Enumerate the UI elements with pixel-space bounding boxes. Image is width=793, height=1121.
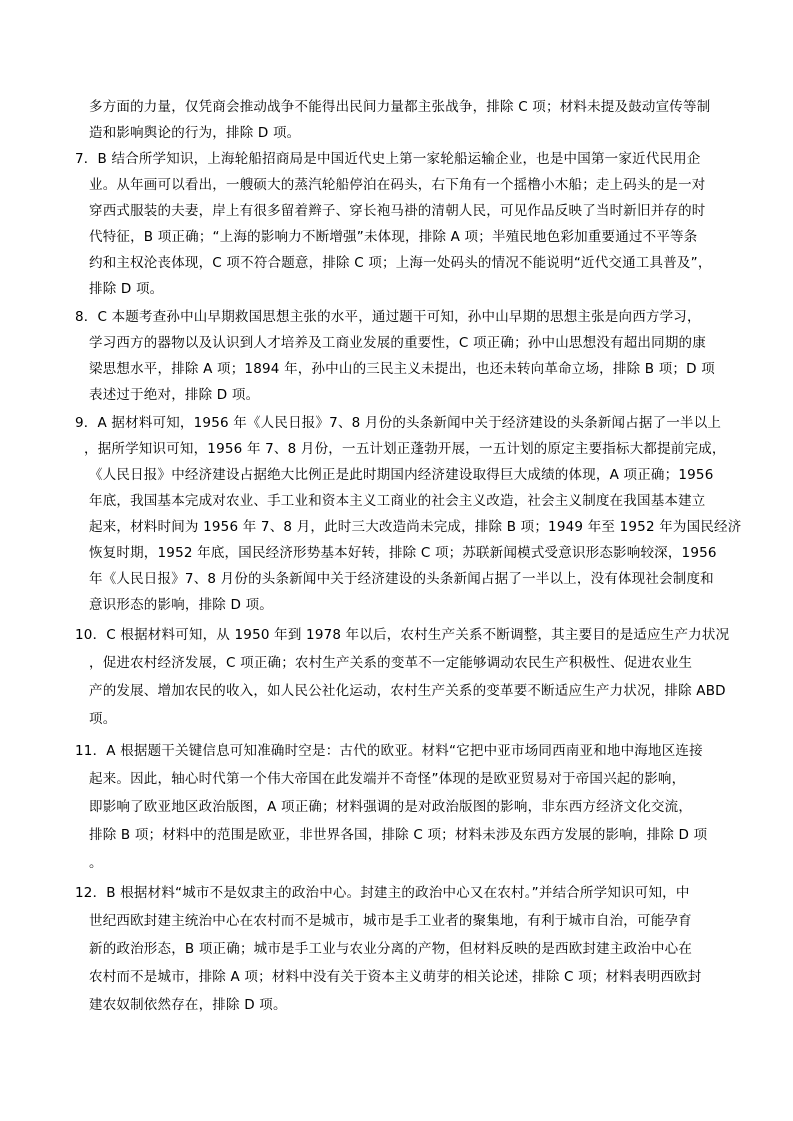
- text-line: ，促进农村经济发展，C 项正确；农村生产关系的变革不一定能够调动农民生产积极性、促进农业生: [89, 655, 693, 671]
- text-line: ，据所学知识可知，1956 年 7、8 月份，一五计划正蓬勃开展，一五计划的原定主要指标大都提前完成，: [84, 441, 726, 457]
- text-line: 世纪西欧封建主统治中心在农村而不是城市，城市是手工业者的聚集地，有利于城市自治，可能孕育: [89, 913, 692, 929]
- text-line: 学习西方的器物以及认识到人才培养及工商业发展的重要性，C 项正确；孙中山思想没有超出同期的康: [89, 335, 706, 351]
- text-line: 农村而不是城市，排除 A 项；材料中没有关于资本主义萌芽的相关论述，排除 C 项；材料表明西欧封: [89, 969, 702, 985]
- text-line: 约和主权沦丧体现，C 项不符合题意，排除 C 项；上海一处码头的情况不能说明“近代交通工具普及”，: [89, 255, 712, 271]
- text-line: 产的发展、增加农民的收入，如人民公社化运动，农村生产关系的变革要不断适应生产力状况，排除 ABD: [89, 683, 726, 699]
- answer-8-line: 8．C 本题考查孙中山早期救国思想主张的水平，通过题干可知，孙中山早期的思想主张是向西方学习，: [75, 309, 701, 325]
- text-line: 年底，我国基本完成对农业、手工业和资本主义工商业的社会主义改造，社会主义制度在我国基本建立: [89, 493, 706, 509]
- answer-10-line: 10．C 根据材料可知，从 1950 年到 1978 年以后，农村生产关系不断调整，其主要目的是适应生产力状况: [75, 627, 730, 643]
- answer-11-line: 11．A 根据题干关键信息可知准确时空是：古代的欧亚。材料“它把中亚市场同西南亚和地中海地区连接: [75, 743, 703, 759]
- text-line: 《人民日报》中经济建设占据绝大比例正是此时期国内经济建设取得巨大成绩的体现，A 项正确；1956: [89, 467, 714, 483]
- answer-9-line: 9．A 据材料可知，1956 年《人民日报》7、8 月份的头条新闻中关于经济建设的头条新闻占据了一半以上: [75, 415, 722, 431]
- text-line: 起来。因此，轴心时代第一个伟大帝国在此发端并不奇怪”体现的是欧亚贸易对于帝国兴起的影响，: [89, 771, 686, 787]
- text-line: 排除 D 项。: [89, 281, 164, 297]
- text-line: 即影响了欧亚地区政治版图，A 项正确；材料强调的是对政治版图的影响，非东西方经济文化交流，: [89, 799, 693, 815]
- text-line: 建农奴制依然存在，排除 D 项。: [89, 997, 287, 1013]
- text-line: 意识形态的影响，排除 D 项。: [89, 597, 273, 613]
- text-line: 造和影响舆论的行为，排除 D 项。: [89, 125, 301, 141]
- text-line: 多方面的力量，仅凭商会推动战争不能得出民间力量都主张战争，排除 C 项；材料未提及鼓动宣传等制: [89, 99, 711, 115]
- text-line: 。: [89, 855, 103, 871]
- answer-7-line: 7．B 结合所学知识，上海轮船招商局是中国近代史上第一家轮船运输企业，也是中国第一家近代民用企: [75, 151, 701, 167]
- text-line: 恢复时期，1952 年底，国民经济形势基本好转，排除 C 项；苏联新闻模式受意识形态影响较深，1956: [89, 545, 717, 561]
- text-line: 年《人民日报》7、8 月份的头条新闻中关于经济建设的头条新闻占据了一半以上，没有体现社会制度和: [89, 571, 714, 587]
- text-line: 业。从年画可以看出，一艘硕大的蒸汽轮船停泊在码头，右下角有一个摇橹小木船；走上码头的是一对: [89, 177, 706, 193]
- text-line: 代特征，B 项正确；“上海的影响力不断增强”未体现，排除 A 项；半殖民地色彩加重要通过不平等条: [89, 229, 698, 245]
- answer-12-line: 12．B 根据材料“城市不是奴隶主的政治中心。封建主的政治中心又在农村。”并结合所学知识可知，中: [75, 885, 690, 901]
- text-line: 新的政治形态，B 项正确；城市是手工业与农业分离的产物，但材料反映的是西欧封建主政治中心在: [89, 941, 693, 957]
- text-line: 起来，材料时间为 1956 年 7、8 月，此时三大改造尚未完成，排除 B 项；1949 年至 1952 年为国民经济: [89, 519, 742, 535]
- text-line: 排除 B 项；材料中的范围是欧亚，非世界各国，排除 C 项；材料未涉及东西方发展的影响，排除 D 项: [89, 827, 708, 843]
- text-line: 穿西式服装的夫妻，岸上有很多留着辫子、穿长袍马褂的清朝人民，可见作品反映了当时新旧并存的时: [89, 203, 706, 219]
- text-line: 表述过于绝对，排除 D 项。: [89, 387, 260, 403]
- text-line: 梁思想水平，排除 A 项；1894 年，孙中山的三民主义未提出，也还未转向革命立场，排除 B 项；D 项: [89, 361, 715, 377]
- text-line: 项。: [89, 711, 117, 727]
